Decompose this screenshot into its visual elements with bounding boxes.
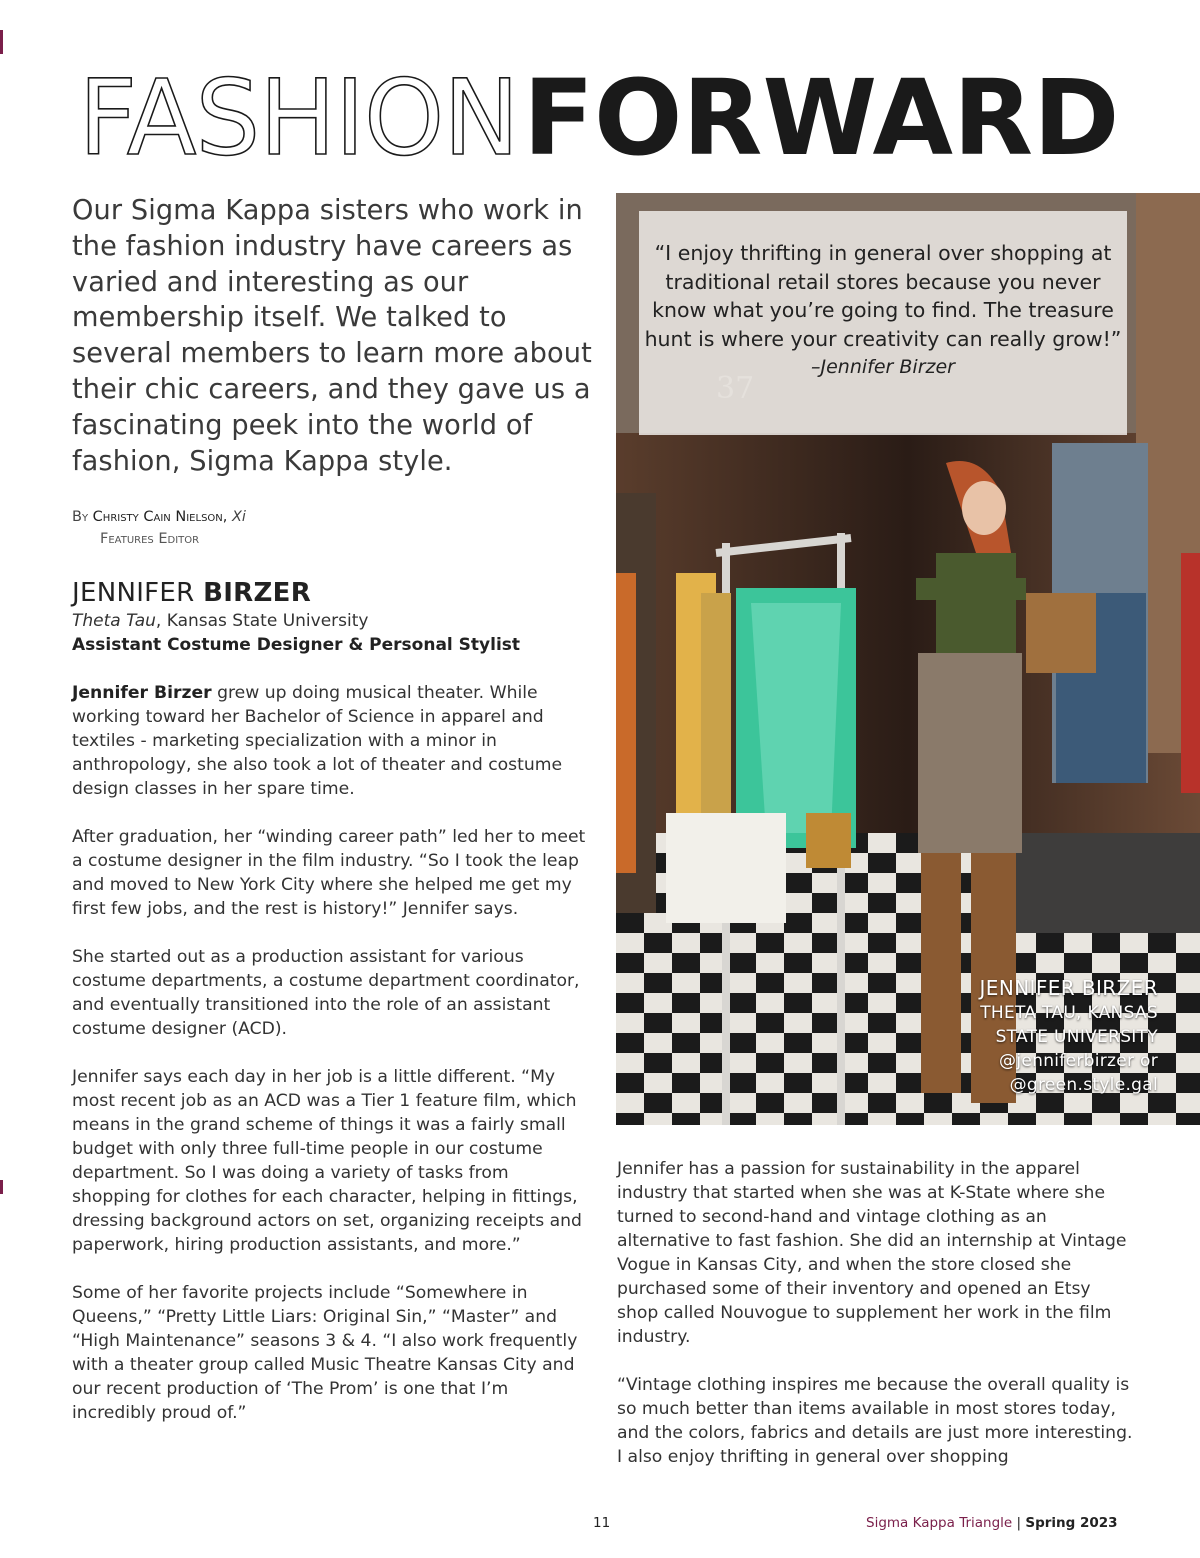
body-paragraph: She started out as a production assistant for various costume departments, a costume department coordinator, and eventually transitioned into the role of an assistant costume designer (ACD). (72, 947, 580, 1039)
pull-quote (639, 211, 1127, 435)
body-paragraph (72, 681, 588, 801)
headline-light: FASHION (78, 57, 519, 179)
body-column-right (617, 1157, 1133, 1493)
body-column-left (72, 681, 588, 1449)
photo-caption-name: JENNIFER BIRZER (979, 976, 1158, 1000)
photo-caption (980, 976, 1159, 1097)
intro-paragraph: Our Sigma Kappa sisters who work in the fashion industry have careers as varied and interesting as our membership itself. We talked to several members to learn more about their chic careers, and they gave us a fascinating peek into the world of fashion, Sigma Kappa style. (72, 195, 592, 477)
body-paragraph: After graduation, her “winding career path” led her to meet a costume designer in the film industry. “So I took the leap and moved to New York City where she helped me get my first few jobs, and the rest is history!” Jennifer says. (72, 827, 586, 919)
body-paragraph: Jennifer has a passion for sustainability in the apparel industry that started when she was at K-State where she turned to second-hand and vintage clothing as an alternative to fast fashion. She did an internship at Vintage Vogue in Kansas City, and when the store closed she purchased some of their inventory and opened an Etsy shop called Nouvogue to supplement her work in the film industry. (617, 1159, 1127, 1347)
page-number: 11 (593, 1515, 611, 1531)
byline-chapter: Xi (232, 509, 246, 525)
photo-caption-line: THETA TAU, KANSAS (980, 1003, 1158, 1023)
profile-chapter-name: Theta Tau (72, 611, 156, 631)
photo-caption-handle: @green.style.gal (1009, 1075, 1158, 1095)
body-paragraph: Jennifer says each day in her job is a little different. “My most recent job as an ACD was a Tier 1 feature film, which means in the grand scheme of things it was a fairly small budget with only three full-time people in our costume department. So I was doing a variety of tasks from shopping for clothes for each character, helping in fittings, dressing background actors on set, organizing receipts and paperwork, hiring production assistants, and more.” (72, 1067, 582, 1255)
profile-first-name: JENNIFER (72, 578, 195, 608)
running-footer (866, 1515, 1118, 1531)
pull-quote-attribution: –Jennifer Birzer (811, 356, 955, 379)
headline (74, 57, 1120, 179)
body-paragraph: Some of her favorite projects include “Somewhere in Queens,” “Pretty Little Liars: Original Sin,” “Master” and “High Maintenance” seasons 3 & 4. “I also work frequently with a theater group called Music Theatre Kansas City and our recent production of ‘The Prom’ is one that I’m incredibly proud of.” (72, 1283, 578, 1423)
profile-school: , Kansas State University (155, 611, 369, 631)
byline-author: Christy Cain Nielson, (92, 509, 228, 525)
photo-caption-line: STATE UNIVERSITY (995, 1027, 1158, 1047)
profile-chapter (72, 610, 368, 632)
byline (72, 506, 246, 550)
photo-caption-handle: @jenniferbirzer or (999, 1051, 1158, 1071)
pull-quote-text: “I enjoy thrifting in general over shopping at traditional retail stores because you never know what you’re going to find. The treasure hunt is where your creativity can really grow!” (644, 241, 1122, 351)
profile-job-title: Assistant Costume Designer & Personal Stylist (72, 635, 521, 655)
byline-role: Features Editor (100, 531, 200, 547)
body-paragraph: “Vintage clothing inspires me because the overall quality is so much better than items available in most stores today, and the colors, fabrics and details are just more interesting. I also enjoy thrifting in general over shopping (617, 1375, 1133, 1467)
edge-mark-top (0, 30, 3, 54)
body-text: grew up doing musical theater. While working toward her Bachelor of Science in apparel and textiles - marketing specialization with a minor in anthropology, she also took a lot of theater and costume design classes in her spare time. (72, 683, 563, 799)
profile-last-name: BIRZER (203, 578, 312, 608)
headline-bold: FORWARD (522, 57, 1120, 179)
byline-by: By (72, 509, 89, 525)
publication-name: Sigma Kappa Triangle (866, 1515, 1013, 1531)
profile-name (72, 577, 311, 609)
edge-mark-bottom (0, 1180, 3, 1194)
issue-label: Spring 2023 (1025, 1515, 1118, 1531)
footer-separator: | (1012, 1515, 1026, 1531)
body-lead-name: Jennifer Birzer (72, 683, 212, 703)
